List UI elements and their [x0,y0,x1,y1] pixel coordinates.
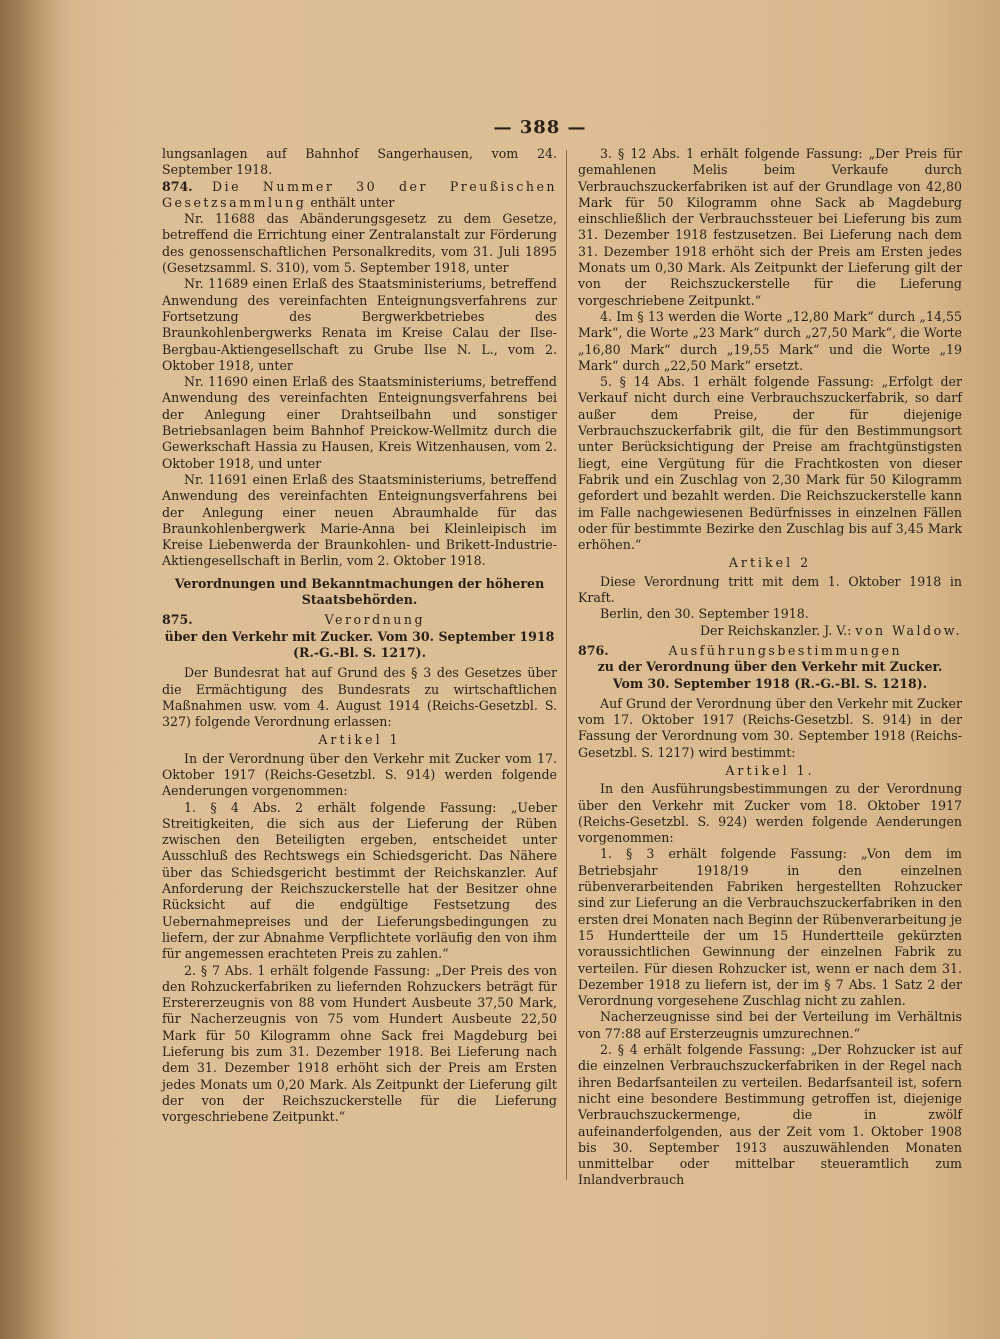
entry-875-item-5: 5. § 14 Abs. 1 erhält folgende Fassung: „Erfolgt der Verkauf nicht durch eine Verbrauchszuckerfabrik, so darf außer dem Preise, der für diejenige Verbrauchszuckerfabrik gilt, die für den Bestimmungsort unter Berücksichtigung der Preise am frachtgünstigsten liegt, eine Vergütung für die Frachtkosten von dieser Fabrik und ein Zuschlag von 2,30 Mark für 50 Kilogramm gefordert und bezahlt werden. Die Reichszuckerstelle kann im Falle nachgewiesenen Bedürfnisses in einzelnen Fällen oder für bestimmte Bezirke den Zuschlag bis auf 3,45 Mark erhöhen.“ [578,374,962,553]
left-continuation: lungsanlagen auf Bahnhof Sangerhausen, vom 24. September 1918. [162,146,557,178]
entry-876-item-1: 1. § 3 erhält folgende Fassung: „Von dem im Betriebsjahr 1918/19 in den einzelnen rübenverarbeitenden Fabriken hergestellten Rohzucker sind zur Lieferung an die Verbrauchszuckerfabriken in den ersten drei Monaten nach Beginn der Rübenverarbeitung je 15 Hundertteile der um 15 Hundertteile gekürzten voraussichtlichen Gewinnung der einzelnen Fabrik zu verteilen. Für diesen Rohzucker ist, wenn er nach dem 31. Dezember 1918 zu liefern ist, der im § 7 Abs. 1 Satz 2 der Verordnung vorgesehene Zuschlag nicht zu zahlen. [578,846,962,1009]
column-divider [566,150,567,1180]
entry-875-item-2: 2. § 7 Abs. 1 erhält folgende Fassung: „Der Preis des von den Rohzuckerfabriken zu liefernden Rohzuckers beträgt für Erstererzeugnis von 88 vom Hundert Ausbeute 37,50 Mark, für Nacherzeugnis von 75 vom Hundert Ausbeute 22,50 Mark für 50 Kilogramm ohne Sack frei Magdeburg bei Lieferung bis zum 31. Dezember 1918. Bei Lieferung nach dem 31. Dezember 1918 erhöht sich der Preis am Ersten jedes Monats um 0,20 Mark. Als Zeitpunkt der Lieferung gilt der von der Reichszuckerstelle für die Lieferung vorgeschriebene Zeitpunkt.“ [162,962,557,1125]
entry-875-title-line [162,612,557,628]
entry-876-intro: In den Ausführungsbestimmungen zu der Verordnung über den Verkehr mit Zucker vom 18. Oktober 1917 (Reichs-Gesetzbl. S. 924) werden folgende Aenderungen vorgenommen: [578,781,962,846]
entry-875-item-3: 3. § 12 Abs. 1 erhält folgende Fassung: „Der Preis für gemahlenen Melis beim Verkaufe durch Verbrauchszuckerfabriken ist auf der Grundlage von 42,80 Mark für 50 Kilogramm ohne Sack ab Magdeburg einschließlich der Verbrauchssteuer bei Lieferung bis zum 31. Dezember 1918 festzusetzen. Bei Lieferung nach dem 31. Dezember 1918 erhöht sich der Preis am Ersten jedes Monats um 0,30 Mark. Als Zeitpunkt der Lieferung gilt der von der Reichszuckerstelle für die Lieferung vorgeschriebene Zeitpunkt.“ [578,146,962,308]
entry-875-artikel-1: Artikel 1 [318,732,401,748]
entry-874-item-11690: Nr. 11690 einen Erlaß des Staatsministeriums, betreffend Anwendung des vereinfachten Enteignungsverfahrens bei der Anlegung einer Drahtseilbahn und sonstiger Betriebsanlagen beim Bahnhof Preickow-Wellmitz durch die Gewerkschaft Hassia zu Hausen, Kreis Witzenhausen, vom 2. Oktober 1918, und unter [162,374,557,471]
entry-876-item-2: 2. § 4 erhält folgende Fassung: „Der Rohzucker ist auf die einzelnen Verbrauchszuckerfabriken in der Regel nach ihren Bedarfsanteilen zu verteilen. Bedarfsanteil ist, sofern nicht eine besondere Bestimmung getroffen ist, diejenige Verbrauchszuckermenge, die in zwölf aufeinanderfolgenden, aus der Zeit vom 1. Oktober 1908 bis 30. September 1913 auszuwählenden Monaten unmittelbar oder mittelbar steueramtlich zum Inlandverbrauch [578,1042,962,1188]
entry-876-preamble: Auf Grund der Verordnung über den Verkehr mit Zucker vom 17. Oktober 1917 (Reichs-Gesetzbl. S. 914) in der Fassung der Verordnung vom 30. September 1918 (Reichs-Gesetzbl. S. 1217) wird bestimmt: [578,695,962,760]
entry-875-preamble: Der Bundesrat hat auf Grund des § 3 des Gesetzes über die Ermächtigung des Bundesrats zu wirtschaftlichen Maßnahmen usw. vom 4. August 1914 (Reichs-Gesetzbl. S. 327) folgende Verordnung erlassen: [162,665,557,730]
section-heading: Verordnungen und Bekanntmachungen der höheren Staatsbehörden. [174,575,545,608]
left-column [162,146,557,1126]
entry-876-subtitle: zu der Verordnung über den Verkehr mit Zucker. [597,659,943,675]
entry-874-item-11688: Nr. 11688 das Abänderungsgesetz zu dem Gesetze, betreffend die Errichtung einer Zentralanstalt zur Förderung des genossenschaftlichen Personalkredits, vom 31. Juli 1895 (Gesetzsamml. S. 310), vom 5. September 1918, unter [162,211,557,276]
entry-875-effective: Diese Verordnung tritt mit dem 1. Oktober 1918 in Kraft. [578,573,962,606]
entry-874-number: 874. [162,178,193,194]
entry-874-intro-rest: enthält unter [310,194,395,210]
entry-874-item-11691: Nr. 11691 einen Erlaß des Staatsministeriums, betreffend Anwendung des vereinfachten Enteignungsverfahrens bei der Anlegung einer neuen Abraumhalde für das Braunkohlenbergwerk Marie-Anna bei Kleinleipisch im Kreise Liebenwerda der Braunkohlen- und Brikett-Industrie-Aktiengesellschaft in Berlin, vom 2. Oktober 1918. [162,471,557,569]
entry-875-item-1: 1. § 4 Abs. 2 erhält folgende Fassung: „Ueber Streitigkeiten, die sich aus der Lieferung der Rüben zwischen den Beteiligten ergeben, entscheidet unter Ausschluß des Rechtswegs ein Schiedsgericht. Das Nähere über das Schiedsgericht bestimmt der Reichskanzler. Auf Anforderung der Reichszuckerstelle hat der Besitzer ohne Rücksicht auf die endgültige Festsetzung des Uebernahmepreises und der Lieferungsbedingungen zu liefern, der zur Abnahme Verpflichtete vorläufig den von ihm für angemessen erachteten Preis zu zahlen.“ [162,799,557,962]
entry-876-title: Ausführungsbestimmungen [668,642,903,658]
entry-875-subtitle: über den Verkehr mit Zucker. Vom 30. September 1918 [164,628,555,644]
entry-876-number: 876. [578,642,609,658]
entry-875-reference: (R.-G.-Bl. S. 1217). [293,644,426,660]
entry-874-item-11689: Nr. 11689 einen Erlaß des Staatsministeriums, betreffend Anwendung des vereinfachten Enteignungsverfahrens zur Fortsetzung des Bergwerkbetriebes des Braunkohlenbergwerks Renata im Kreise Calau der Ilse-Bergbau-Aktiengesellschaft zu Grube Ilse N. L., vom 2. Oktober 1918, unter [162,276,557,373]
signature-role: Der Reichskanzler. J. V.: [699,622,852,638]
entry-876-reference: Vom 30. September 1918 (R.-G.-Bl. S. 1218). [612,675,928,691]
entry-875-artikel-2: Artikel 2 [728,555,812,571]
entry-875-signature [578,623,962,639]
entry-876-title-line [578,643,962,659]
entry-875-intro: In der Verordnung über den Verkehr mit Zucker vom 17. Oktober 1917 (Reichs-Gesetzbl. S. 914) werden folgende Aenderungen vorgenommen: [162,750,557,799]
entry-875-item-4: 4. Im § 13 werden die Worte „12,80 Mark“ durch „14,55 Mark“, die Worte „23 Mark“ durch „27,50 Mark“, die Worte „16,80 Mark“ durch „19,55 Mark“ und die Worte „19 Mark“ durch „22,50 Mark“ ersetzt. [578,308,962,373]
binding-shadow [0,0,70,1339]
entry-875-number: 875. [162,612,193,628]
signature-name: von Waldow. [855,622,962,638]
page-number: — 388 — [493,117,587,138]
entry-875-title: Verordnung [324,612,426,628]
entry-875-place-date: Berlin, den 30. September 1918. [600,606,809,622]
entry-874-intro [162,179,557,212]
entry-876-item-1-note: Nacherzeugnisse sind bei der Verteilung im Verhältnis von 77:88 auf Ersterzeugnis umzurechnen.“ [578,1009,962,1041]
right-column [578,146,962,1189]
entry-874-source: Die Nummer 30 der Preußischen Gesetzsammlung [162,178,558,210]
entry-876-artikel-1: Artikel 1. [725,762,815,778]
